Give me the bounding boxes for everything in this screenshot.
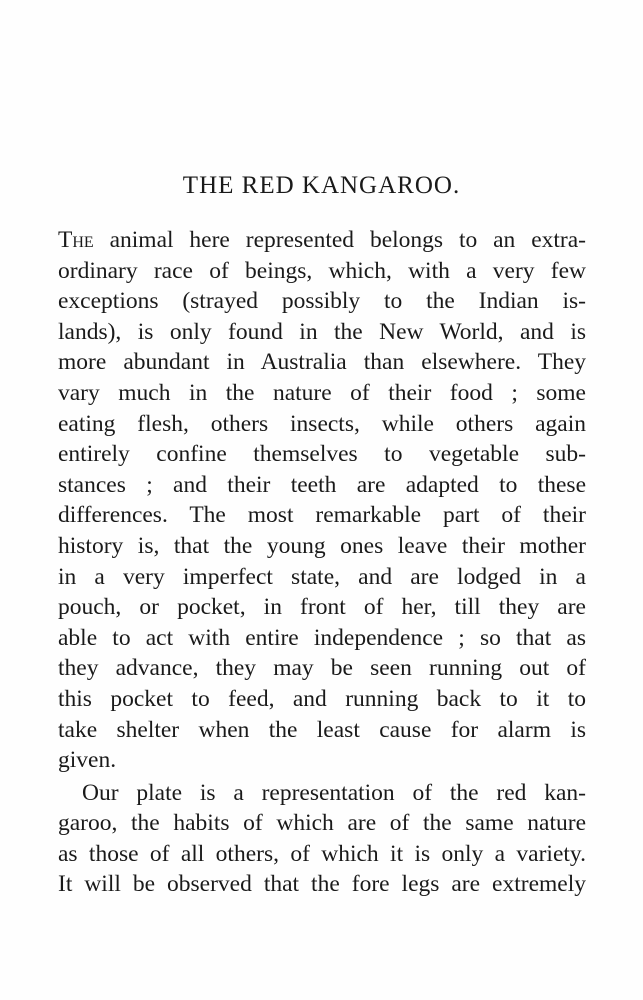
page-title: THE RED KANGAROO. [182,172,461,199]
body-text [58,225,586,900]
text-line [58,684,586,715]
text-line-content: vary much in the nature of their food ; some [58,379,586,406]
text-line-content: garoo, the habits of which are of the same nature [58,810,586,837]
text-line [58,869,586,900]
text-line-content: eating flesh, others insects, while others again [58,410,586,437]
text-line-content: more abundant in Australia than elsewhere. They [58,349,586,376]
text-line [58,500,586,531]
text-line [58,745,586,776]
text-line [58,378,586,409]
text-line [58,839,586,870]
text-line [58,347,586,378]
text-line-content: ordinary race of beings, which, with a very few [58,257,586,284]
text-line [58,562,586,593]
text-line [58,470,586,501]
drop-lead: The [58,227,94,253]
text-line-rest: animal here represented belongs to an extra- [93,227,586,253]
text-line-content: in a very imperfect state, and are lodged in a [58,563,586,590]
text-line-content: stances ; and their teeth are adapted to these [58,471,586,498]
text-line-content: take shelter when the least cause for alarm is [58,716,586,743]
text-line-content: exceptions (strayed possibly to the Indian is- [58,288,586,315]
text-line [58,778,586,809]
text-line-content: this pocket to feed, and running back to it to [58,685,586,712]
text-line [58,409,586,440]
text-line [58,439,586,470]
text-line-content: pouch, or pocket, in front of her, till they are [58,594,586,621]
text-line [58,808,586,839]
text-line-content: given. [58,747,117,774]
text-line [58,531,586,562]
text-line [58,592,586,623]
text-line [58,653,586,684]
text-line-content: Our plate is a representation of the red kan- [82,779,586,806]
text-line-content: they advance, they may be seen running out of [58,655,586,682]
text-line-content: able to act with entire independence ; so that as [58,624,586,651]
text-line-content: as those of all others, of which it is only a variety. [58,840,586,867]
text-line-content: entirely confine themselves to vegetable sub- [58,441,586,468]
text-line-content: history is, that the young ones leave their mother [58,532,586,559]
text-line-content: It will be observed that the fore legs are extremely [58,871,586,898]
text-line [58,256,586,287]
text-line [58,317,586,348]
text-line-content [58,225,586,256]
text-line [58,286,586,317]
text-line-content: differences. The most remarkable part of their [58,502,586,529]
text-line [58,715,586,746]
text-line-content: lands), is only found in the New World, and is [58,318,586,345]
text-line [58,225,586,256]
text-line [58,623,586,654]
